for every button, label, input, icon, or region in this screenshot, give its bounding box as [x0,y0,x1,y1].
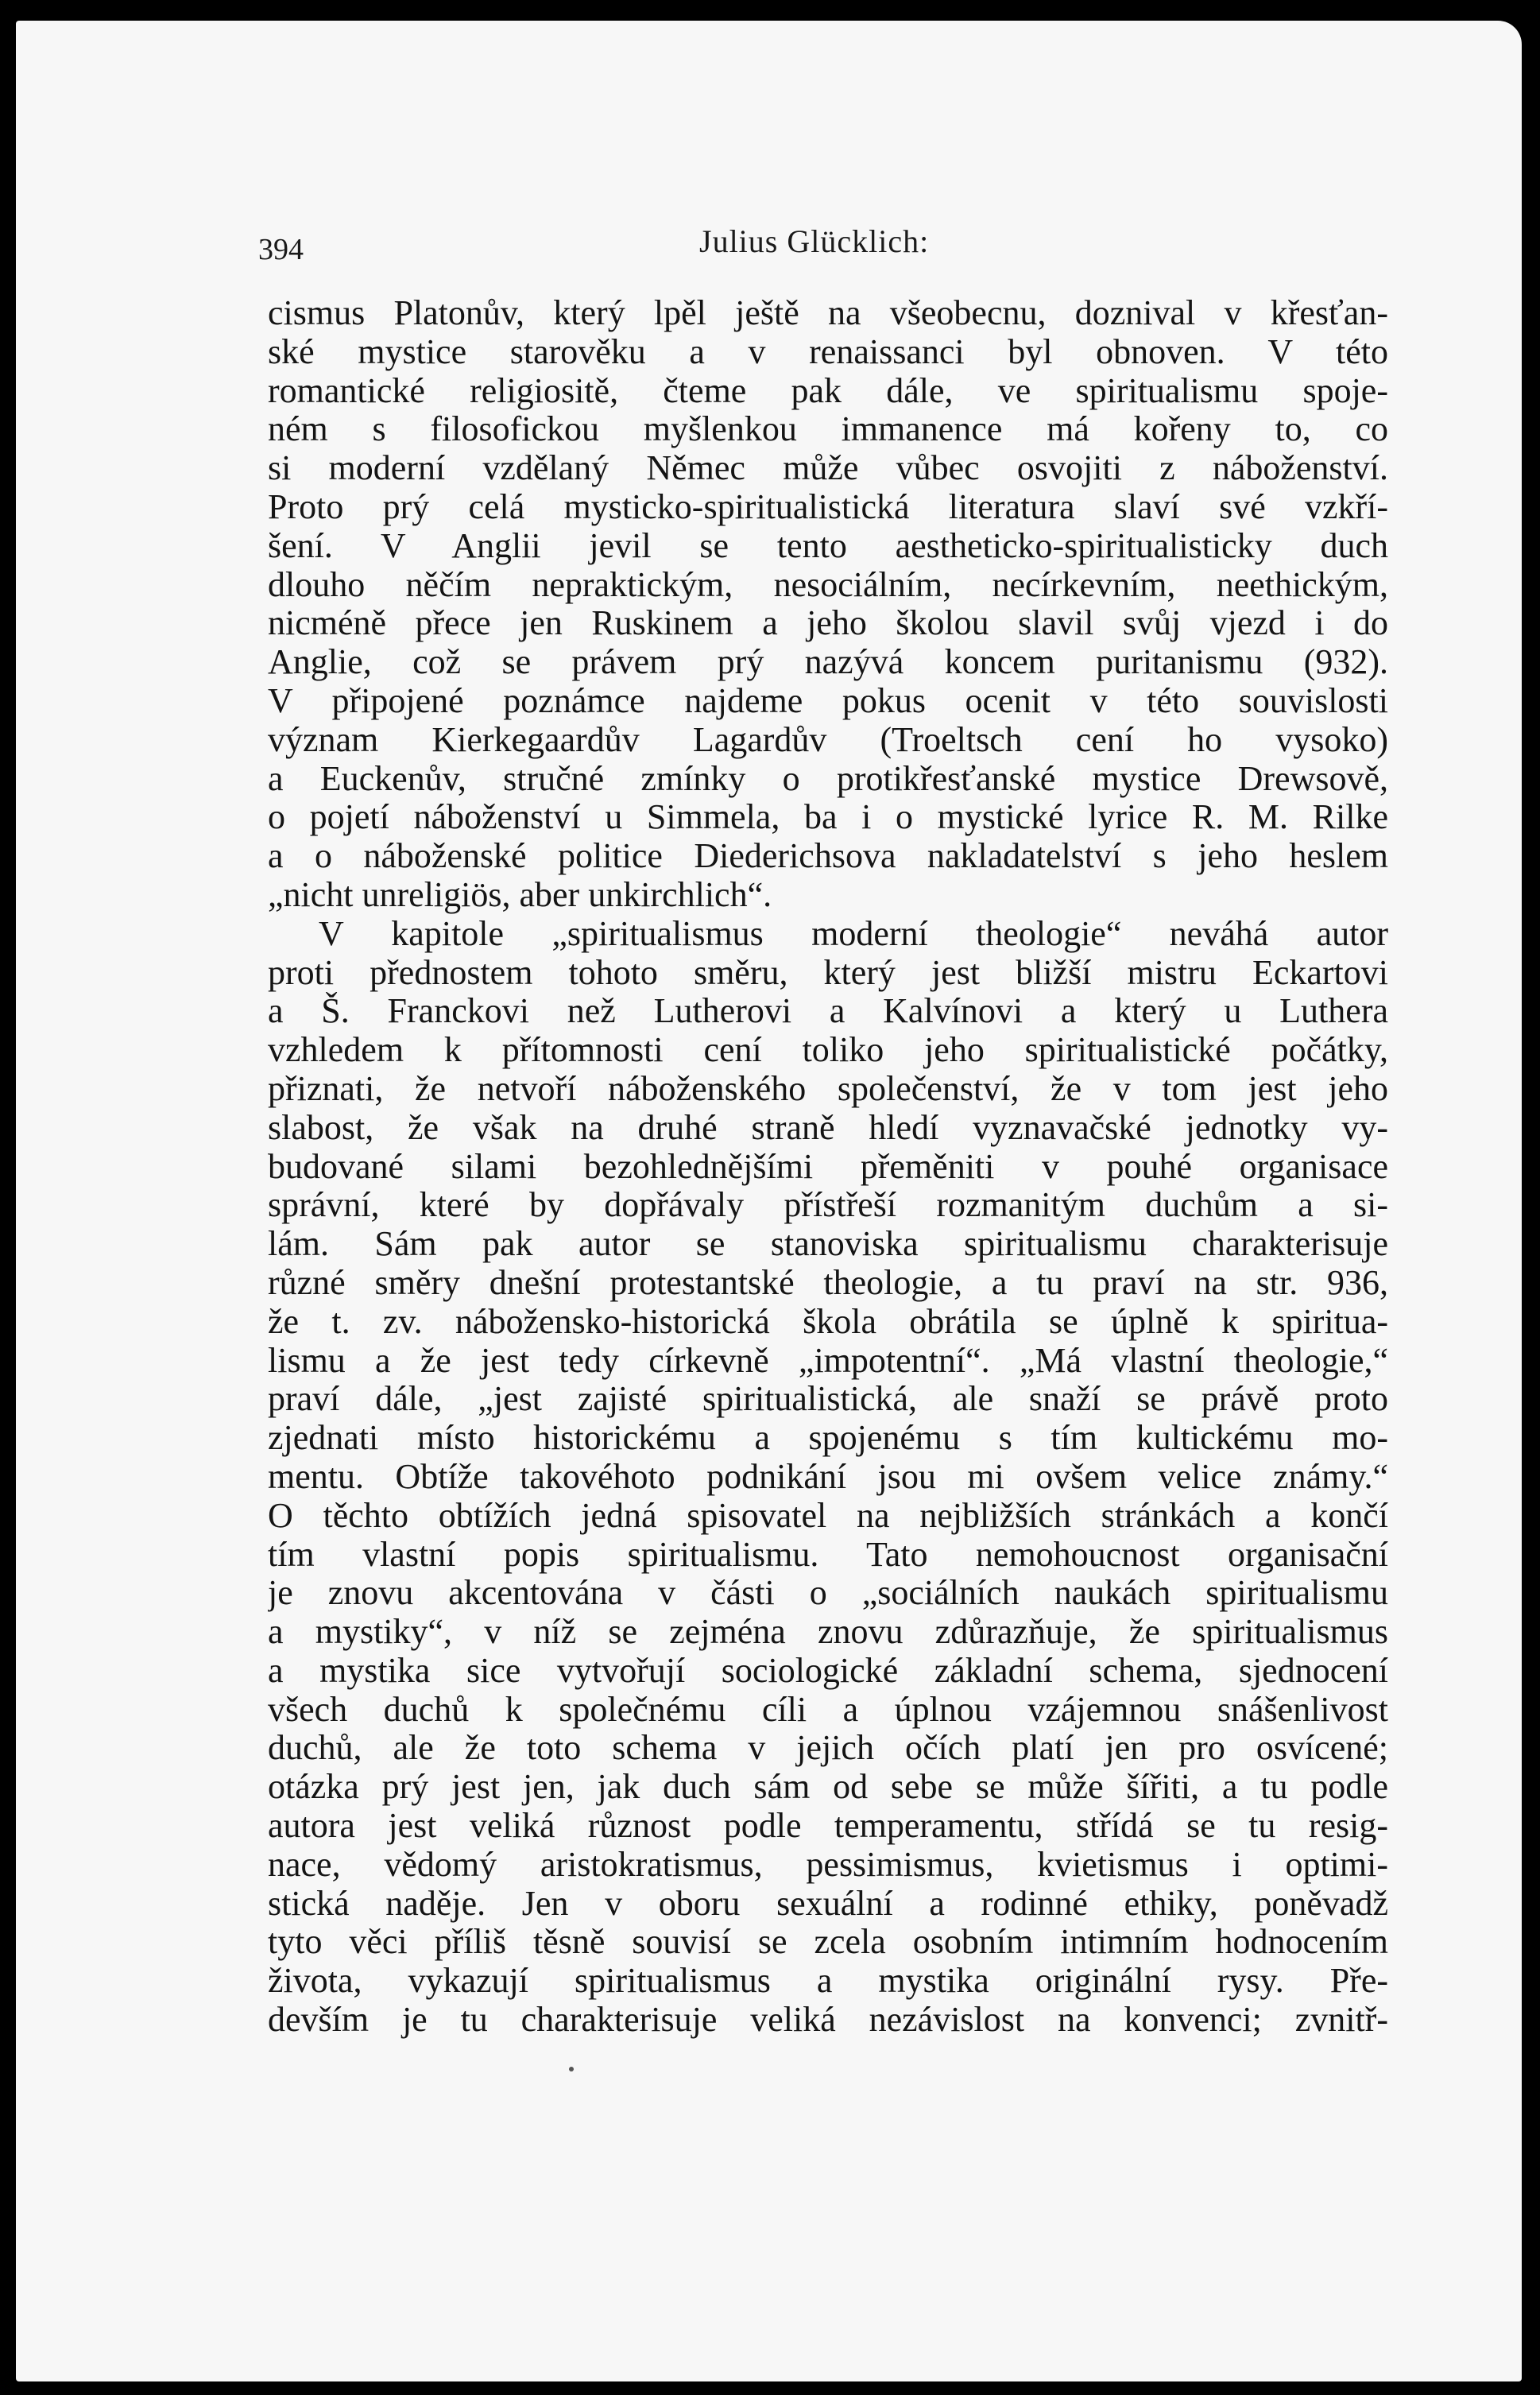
text-line: lám. Sám pak autor se stanoviska spiritualismu charakterisuje [268,1225,1388,1264]
text-line: a Š. Franckovi než Lutherovi a Kalvínovi a který u Luthera [268,992,1388,1031]
text-line: význam Kierkegaardův Lagardův (Troeltsch cení ho vysoko) [268,720,1388,759]
running-head: Julius Glücklich: [699,223,930,259]
text-line: otázka prý jest jen, jak duch sám od sebe se může šířiti, a tu podle [268,1768,1388,1807]
text-line: slabost, že však na druhé straně hledí vyznavačské jednotky vy- [268,1108,1388,1147]
text-line: mentu. Obtíže takovéhoto podnikání jsou mi ovšem velice známy.“ [268,1457,1388,1496]
text-line: nicméně přece jen Ruskinem a jeho školou slavil svůj vjezd i do [268,604,1388,643]
text-line: praví dále, „jest zajisté spiritualistická, ale snaží se právě proto [268,1380,1388,1419]
text-line: života, vykazují spiritualismus a mystika originální rysy. Pře- [268,1962,1388,2001]
text-line: budované silami bezohlednějšími přeměniti v pouhé organisace [268,1147,1388,1186]
text-line: stická naděje. Jen v oboru sexuální a rodinné ethiky, poněvadž [268,1884,1388,1923]
text-line: je znovu akcentována v části o „sociálních naukách spiritualismu [268,1574,1388,1613]
text-line: o pojetí náboženství u Simmela, ba i o mystické lyrice R. M. Rilke [268,798,1388,837]
text-line: lismu a že jest tedy církevně „impotentní“. „Má vlastní theologie,“ [268,1341,1388,1380]
text-line: nace, vědomý aristokratismus, pessimismus, kvietismus i optimi- [268,1845,1388,1884]
text-line: všech duchů k společnému cíli a úplnou vzájemnou snášenlivost [268,1690,1388,1729]
text-line: dlouho něčím nepraktickým, nesociálním, necírkevním, neethickým, [268,565,1388,604]
text-line: Proto prý celá mysticko-spiritualistická literatura slaví své vzkří- [268,487,1388,526]
text-line: různé směry dnešní protestantské theologie, a tu praví na str. 936, [268,1263,1388,1302]
text-line: V kapitole „spiritualismus moderní theologie“ neváhá autor [319,914,1388,953]
text-line: a Euckenův, stručné zmínky o protikřesťanské mystice Drewsově, [268,759,1388,798]
text-line: V připojené poznámce najdeme pokus ocenit v této souvislosti [268,681,1388,720]
page-header [258,223,1323,270]
ink-speck [569,2067,574,2071]
text-line: duchů, ale že toto schema v jejich očích platí jen pro osvícené; [268,1729,1388,1768]
text-line: tím vlastní popis spiritualismu. Tato nemohoucnost organisační [268,1535,1388,1574]
text-line: vzhledem k přítomnosti cení toliko jeho spiritualistické počátky, [268,1031,1388,1070]
text-line: O těchto obtížích jedná spisovatel na nejbližších stránkách a končí [268,1496,1388,1535]
text-line: autora jest veliká různost podle temperamentu, střídá se tu resig- [268,1807,1388,1846]
text-line: ném s filosofickou myšlenkou immanence má kořeny to, co [268,410,1388,449]
text-line: si moderní vzdělaný Němec může vůbec osvojiti z náboženství. [268,449,1388,488]
text-line: Anglie, což se právem prý nazývá koncem puritanismu (932). [268,643,1388,682]
text-line: proti přednostem tohoto směru, který jest bližší mistru Eckartovi [268,953,1388,992]
text-line: přiznati, že netvoří náboženského společenství, že v tom jest jeho [268,1069,1388,1108]
page-number: 394 [258,233,304,266]
text-line: a mystiky“, v níž se zejména znovu zdůrazňuje, že spiritualismus [268,1613,1388,1652]
text-line: ské mystice starověku a v renaissanci byl obnoven. V této [268,332,1388,371]
text-line: že t. zv. nábožensko-historická škola obrátila se úplně k spiritua- [268,1302,1388,1341]
text-line: cismus Platonův, který lpěl ještě na všeobecnu, doznival v křesťan- [268,294,1388,332]
text-line: a o náboženské politice Diederichsova nakladatelství s jeho heslem [268,837,1388,876]
text-line: „nicht unreligiös, aber unkirchlich“. [268,875,772,914]
text-line: devším je tu charakterisuje veliká nezávislost na konvenci; zvnitř- [268,2001,1388,2040]
text-line: romantické religiositě, čteme pak dále, ve spiritualismu spoje- [268,371,1388,410]
text-line: správní, které by dopřávaly přístřeší rozmanitým duchům a si- [268,1186,1388,1225]
body-text [268,294,1388,2040]
text-line: šení. V Anglii jevil se tento aestheticko-spiritualisticky duch [268,526,1388,565]
text-line: a mystika sice vytvořují sociologické základní schema, sjednocení [268,1651,1388,1690]
text-line: zjednati místo historickému a spojenému s tím kultickému mo- [268,1419,1388,1458]
text-line: tyto věci příliš těsně souvisí se zcela osobním intimním hodnocením [268,1923,1388,1962]
